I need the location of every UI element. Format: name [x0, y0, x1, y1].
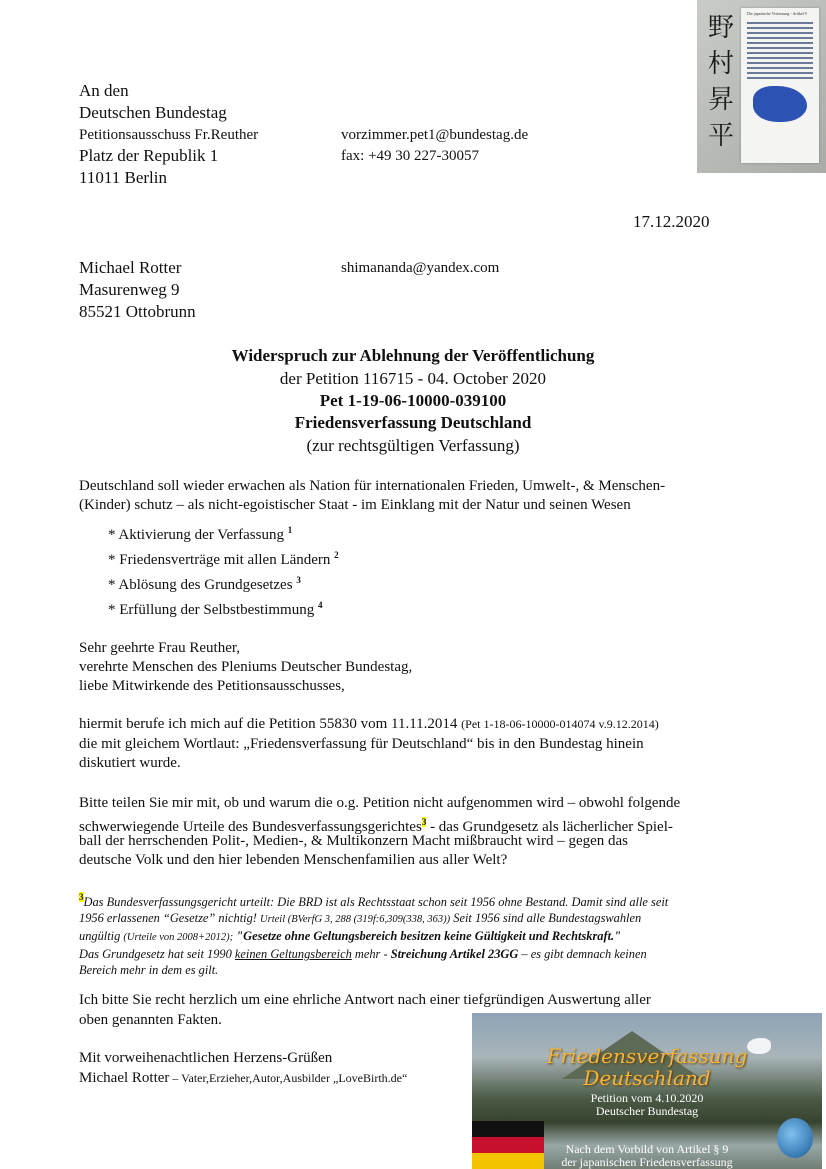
para2-text: - das Grundgesetz als lächerlicher Spiel- [426, 819, 673, 835]
heading-line-3: Pet 1-19-06-10000-039100 [319, 391, 507, 410]
constitution-card [741, 8, 819, 163]
para2-line-4: deutsche Volk und den hier lebenden Menschenfamilien aus aller Welt? [79, 852, 508, 868]
salutation-line-2: verehrte Menschen des Pleniums Deutscher Bundestag, [79, 659, 413, 675]
list-item [108, 520, 339, 545]
footnote-ref: 2 [334, 550, 339, 560]
germany-flag-icon [472, 1121, 544, 1169]
footnote-ref: 3 [296, 575, 301, 585]
para2-line-1: Bitte teilen Sie mir mit, ob und warum die o.g. Petition nicht aufgenommen wird – obwohl folgende [79, 795, 681, 811]
footnote-text: Das Grundgesetz hat seit 1990 [79, 947, 235, 961]
recipient-line-2: Deutschen Bundestag [79, 103, 227, 122]
footnote-text: – es gibt demnach keinen [518, 947, 647, 961]
footnote-line-2 [79, 910, 759, 928]
recipient-line-5: 11011 Berlin [79, 168, 167, 187]
list-item [108, 545, 339, 570]
banner-sub-3: Nach dem Vorbild von Artikel § 9 [565, 1142, 729, 1156]
para1-text: hiermit berufe ich mich auf die Petition 55830 vom 11.11.2014 [79, 716, 462, 732]
globe-icon [777, 1118, 813, 1158]
banner-sub-1: Petition vom 4.10.2020 [590, 1091, 704, 1105]
banner-sub-2: Deutscher Bundestag [595, 1104, 699, 1118]
list-item-text: * Friedensverträge mit allen Ländern [108, 552, 331, 568]
intro-line-1: Deutschland soll wieder erwachen als Nation für internationalen Frieden, Umwelt-, & Menschen- [79, 478, 666, 494]
para1-reference: (Pet 1-18-06-10000-014074 v.9.12.2014) [461, 717, 659, 731]
footnote-line-3 [79, 928, 759, 946]
banner-title-1: Friedensverfassung [546, 1044, 748, 1068]
banner-title-2: Deutschland [583, 1066, 711, 1090]
letter-date: 17.12.2020 [633, 212, 710, 231]
closing-line-2: oben genannten Fakten. [79, 1012, 222, 1028]
intro-line-2: (Kinder) schutz – als nicht-egoistischer Staat - im Einklang mit der Natur und seinen Wesen [79, 497, 631, 513]
card-text-lines [747, 22, 813, 82]
salutation-line-1: Sehr geehrte Frau Reuther, [79, 640, 241, 656]
sender-name: Michael Rotter [79, 258, 182, 277]
kanji-char: 野 [707, 13, 734, 43]
signature-line [79, 1068, 407, 1088]
footnote-ref: 1 [287, 525, 293, 535]
recipient-email[interactable]: vorzimmer.pet1@bundestag.de [341, 127, 529, 143]
list-item-text: * Erfüllung der Selbstbestimmung [108, 602, 315, 618]
heading-line-2: der Petition 116715 - 04. October 2020 [279, 369, 547, 388]
footnote-line-1 [79, 889, 759, 910]
top-right-photo [697, 0, 826, 173]
para2-line-3: ball der herrschenden Polit-, Medien-, & Multikonzern Macht mißbraucht wird – gegen das [79, 833, 629, 849]
footnote-text: Das Bundesverfassungsgericht urteilt: Die BRD ist als Rechtsstaat schon seit 1956 ohne Bestand. Damit sind alle seit [83, 895, 669, 909]
petition-banner-image [472, 1013, 822, 1169]
list-item-text: * Ablösung des Grundgesetzes [108, 577, 293, 593]
sender-city: 85521 Ottobrunn [79, 302, 196, 321]
footnote-text: ungültig [79, 929, 124, 943]
closing-greeting: Mit vorweihenachtlichen Herzens-Grüßen [79, 1050, 333, 1066]
banner-sub-4: der japanischen Friedensverfassung [561, 1155, 733, 1169]
para1-line-2: die mit gleichem Wortlaut: „Friedensverfassung für Deutschland“ bis in den Bundestag hinein [79, 736, 644, 752]
signature-role: – Vater,Erzieher,Autor,Ausbilder „LoveBirth.de“ [169, 1071, 408, 1085]
list-item-text: * Aktivierung der Verfassung [108, 527, 284, 543]
heading-line-1: Widerspruch zur Ablehnung der Veröffentlichung [231, 346, 595, 365]
heading-line-4: Friedensverfassung Deutschland [294, 413, 532, 432]
closing-line-1: Ich bitte Sie recht herzlich um eine ehrliche Antwort nach einer tiefgründigen Auswertung aller [79, 992, 651, 1008]
card-title: Die japanische Verfassung - Artikel 9 [747, 11, 807, 16]
footnote-text: 1956 erlassenen “Gesetze” nichtig! [79, 911, 261, 925]
recipient-line-4: Platz der Republik 1 [79, 146, 219, 165]
kanji-char: 平 [707, 121, 734, 151]
sender-email[interactable]: shimananda@yandex.com [341, 260, 500, 276]
demands-list [108, 520, 339, 620]
salutation-line-3: liebe Mitwirkende des Petitionsausschusses, [79, 678, 345, 694]
para1-line-3: diskutiert wurde. [79, 755, 181, 771]
footnote-bold: Streichung Artikel 23GG [390, 947, 519, 961]
list-item [108, 595, 339, 620]
recipient-fax: fax: +49 30 227-30057 [341, 148, 480, 164]
kanji-calligraphy [707, 10, 735, 154]
footnote-line-5: Bereich mehr in dem es gilt. [79, 963, 219, 977]
footnote-ref: 3 [421, 817, 427, 827]
footnote-quote: "Gesetze ohne Geltungsbereich besitzen keine Gültigkeit und Rechtskraft." [233, 929, 622, 943]
para1-line-1 [79, 714, 659, 734]
recipient-line-3: Petitionsausschuss Fr.Reuther [79, 127, 259, 143]
list-item [108, 570, 339, 595]
heading-line-5: (zur rechtsgültigen Verfassung) [306, 436, 520, 455]
footnote-ref: 4 [317, 600, 323, 610]
footnote-text: Seit 1956 sind alle Bundestagswahlen [450, 911, 642, 925]
footnote-line-4 [79, 946, 759, 962]
dove-icon [753, 86, 807, 122]
signature-name: Michael Rotter [79, 1070, 170, 1086]
footnote [79, 889, 759, 978]
footnote-underlined: keinen Geltungsbereich [234, 947, 352, 961]
footnote-marker: 3 [79, 892, 84, 902]
footnote-citation: Urteil (BVerfG 3, 288 (319f:6,309(338, 363)) [260, 914, 451, 925]
footnote-citation: (Urteile von 2008+2012); [123, 932, 234, 943]
footnote-text: mehr - [351, 947, 391, 961]
kanji-char: 村 [707, 49, 734, 79]
kanji-char: 昇 [707, 85, 734, 115]
sender-street: Masurenweg 9 [79, 280, 180, 299]
recipient-line-1: An den [79, 81, 129, 100]
para2-text: schwerwiegende Urteile des Bundesverfassungsgerichtes [79, 819, 422, 835]
